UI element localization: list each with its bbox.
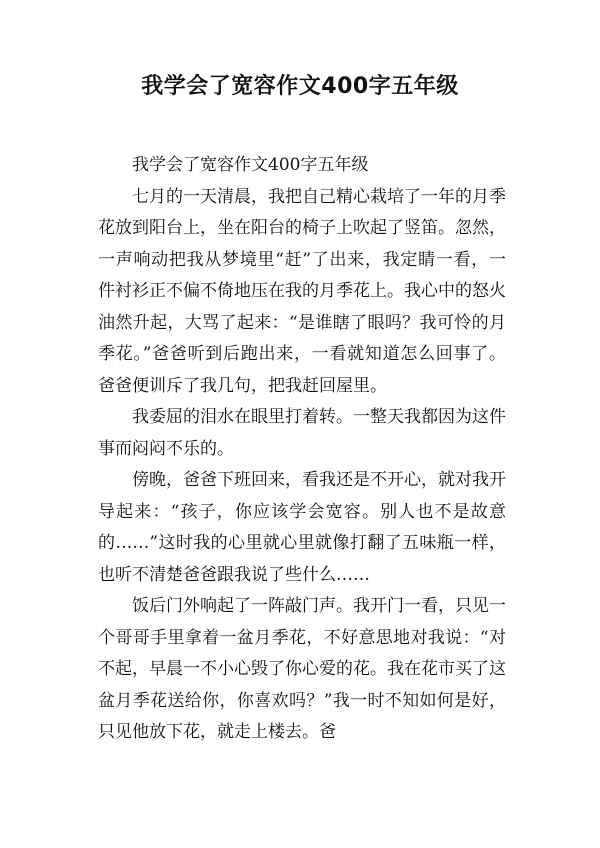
body-paragraph-heading: 我学会了宽容作文400字五年级: [132, 155, 369, 175]
body-paragraph: 饭后门外响起了一阵敲门声。我开门一看，只见一个哥哥手里拿着一盆月季花，不好意思地对我说：“对不起，早晨一不小心毁了你心爱的花。我在花市买了这盆月季花送给你，你喜欢吗？”我一时不知如何是好，只见他放下花，就走上楼去。爸: [98, 596, 506, 742]
document-title: 我学会了宽容作文400字五年级: [141, 74, 459, 99]
body-paragraph: 七月的一天清晨，我把自己精心栽培了一年的月季花放到阳台上，坐在阳台的椅子上吹起了竖笛。忽然，一声响动把我从梦境里“赶”了出来，我定睛一看，一件衬衫正不偏不倚地压在我的月季花上。我心中的怒火油然升起，大骂了起来：“是谁瞎了眼吗？我可怜的月季花。”爸爸听到后跑出来，一看就知道怎么回事了。爸爸便训斥了我几句，把我赶回屋里。: [98, 186, 506, 396]
document-body: [98, 150, 506, 749]
body-paragraph: 傍晚，爸爸下班回来，看我还是不开心，就对我开导起来：“孩子，你应该学会宽容。别人也不是故意的……”这时我的心里就心里就像打翻了五味瓶一样，也听不清楚爸爸跟我说了些什么……: [98, 470, 506, 585]
body-paragraph: 我委屈的泪水在眼里打着转。一整天我都因为这件事而闷闷不乐的。: [98, 407, 506, 459]
